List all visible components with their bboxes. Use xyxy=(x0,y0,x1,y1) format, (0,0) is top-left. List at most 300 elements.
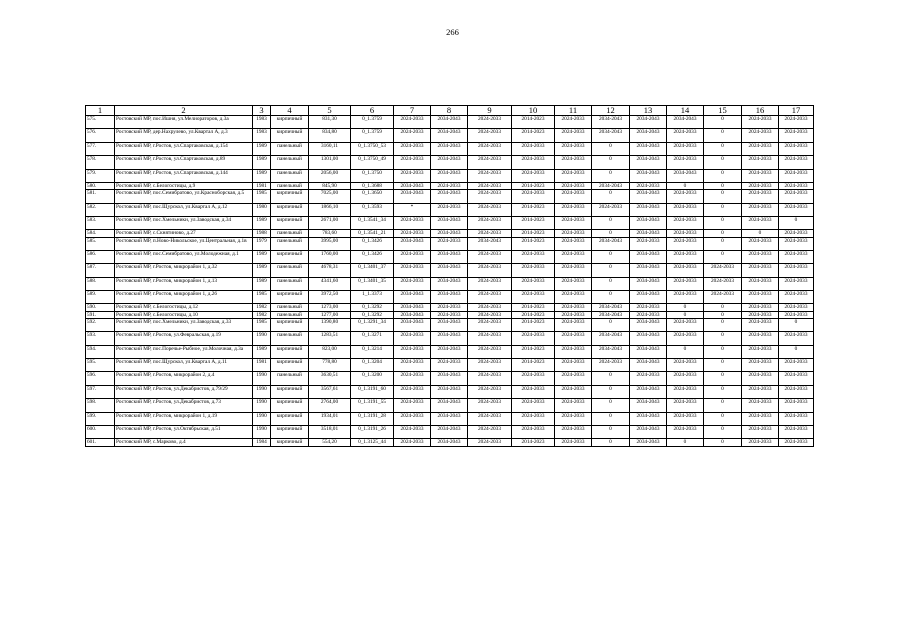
cell-period: 2024-2033 xyxy=(742,304,779,311)
cell-period: 2024-2033 xyxy=(468,203,512,216)
cell-period: 2034-2043 xyxy=(592,116,630,129)
cell-period: 2024-2033 xyxy=(512,412,555,425)
cell-y: 1982 xyxy=(253,304,271,311)
cell-period: 2034-2043 xyxy=(431,332,468,345)
cell-period: 2024-2033 xyxy=(512,399,555,412)
cell-c: 0_1.3541_21 xyxy=(351,230,394,237)
cell-period: 2024-2033 xyxy=(667,190,704,203)
cell-period: 2034-2043 xyxy=(630,190,667,203)
cell-period: 0 xyxy=(704,230,742,237)
cell-a: Ростовский МР, г.Ростов, микрорайон 1, д.32 xyxy=(115,264,253,277)
cell-c: 0_1.3292 xyxy=(351,311,394,318)
cell-period: 0 xyxy=(592,399,630,412)
cell-a: Ростовский МР, г.Ростов, микрорайон 1, д.19 xyxy=(115,412,253,425)
cell-s: 1283,51 xyxy=(309,332,351,345)
cell-period: 2024-2033 xyxy=(742,332,779,345)
cell-period: 2034-2043 xyxy=(431,426,468,439)
cell-period: 0 xyxy=(704,359,742,372)
cell-period: 2034-2043 xyxy=(630,345,667,358)
cell-y: 1990 xyxy=(253,332,271,345)
cell-m: кирпичный xyxy=(271,359,309,372)
cell-period: 2034-2043 xyxy=(431,264,468,277)
table-row xyxy=(86,250,814,263)
cell-n: 577. xyxy=(86,142,115,155)
cell-period: 2014-2023 xyxy=(512,318,555,331)
cell-period: 2024-2033 xyxy=(468,359,512,372)
cell-m: панельный xyxy=(271,142,309,155)
cell-period: 0 xyxy=(667,182,704,189)
cell-s: 2764,00 xyxy=(309,399,351,412)
cell-y: 1979 xyxy=(253,237,271,250)
cell-period: 2034-2043 xyxy=(630,169,667,182)
cell-period: 0 xyxy=(592,264,630,277)
cell-period: 2024-2033 xyxy=(742,412,779,425)
cell-period: 2024-2033 xyxy=(394,277,431,290)
cell-period: 2024-2033 xyxy=(779,332,814,345)
cell-period: 2024-2033 xyxy=(667,399,704,412)
cell-period: 2024-2033 xyxy=(779,250,814,263)
cell-period: 2024-2033 xyxy=(742,142,779,155)
cell-period: 2024-2033 xyxy=(512,291,555,304)
cell-y: 1985 xyxy=(253,190,271,203)
cell-period: 2014-2023 xyxy=(512,216,555,229)
cell-period: 2034-2043 xyxy=(630,129,667,142)
cell-y: 1989 xyxy=(253,250,271,263)
cell-a: Ростовский МР, дер.Нахрулево, ул.Квартал А, д.3 xyxy=(115,129,253,142)
cell-period: 2024-2033 xyxy=(468,190,512,203)
cell-n: 576. xyxy=(86,129,115,142)
cell-period: 2024-2033 xyxy=(742,116,779,129)
cell-period: 2024-2033 xyxy=(394,345,431,358)
cell-period: 2034-2043 xyxy=(630,250,667,263)
cell-period: 2024-2033 xyxy=(742,385,779,398)
cell-period: 2024-2033 xyxy=(468,291,512,304)
cell-period: 2024-2033 xyxy=(742,264,779,277)
cell-y: 1989 xyxy=(253,277,271,290)
cell-y: 1981 xyxy=(253,359,271,372)
cell-period: 2024-2033 xyxy=(394,412,431,425)
cell-n: 585. xyxy=(86,237,115,250)
cell-period: 2024-2033 xyxy=(555,291,592,304)
cell-period: 2024-2033 xyxy=(468,230,512,237)
cell-period: 2024-2033 xyxy=(779,277,814,290)
cell-n: 580. xyxy=(86,182,115,189)
cell-period: 2024-2033 xyxy=(779,230,814,237)
cell-period: 2024-2033 xyxy=(592,203,630,216)
cell-c: 0_1.3401_35 xyxy=(351,277,394,290)
cell-period: 2034-2043 xyxy=(630,116,667,129)
cell-period: 2024-2033 xyxy=(512,190,555,203)
cell-period: 2034-2043 xyxy=(431,277,468,290)
column-header: 10 xyxy=(512,106,555,116)
cell-period: 2034-2043 xyxy=(630,332,667,345)
cell-period: 2034-2043 xyxy=(592,332,630,345)
cell-a: Ростовский МР, г.Ростов, микрорайон 1, д.26 xyxy=(115,291,253,304)
cell-period: 2024-2033 xyxy=(704,291,742,304)
cell-period: 2024-2033 xyxy=(742,359,779,372)
cell-y: 1981 xyxy=(253,182,271,189)
cell-period: 2024-2033 xyxy=(779,304,814,311)
cell-period: 2024-2033 xyxy=(742,311,779,318)
cell-c: 0_1.3759 xyxy=(351,116,394,129)
cell-period: 2024-2033 xyxy=(431,311,468,318)
cell-period: 2014-2023 xyxy=(512,237,555,250)
table-row xyxy=(86,304,814,311)
cell-period: 0 xyxy=(592,291,630,304)
cell-period: 2034-2043 xyxy=(394,190,431,203)
cell-period: 2024-2033 xyxy=(704,264,742,277)
cell-period: 2024-2033 xyxy=(394,250,431,263)
cell-period: 2024-2033 xyxy=(667,332,704,345)
cell-period: 2024-2033 xyxy=(779,311,814,318)
cell-a: Ростовский МР, пос.Щурскол, ул.Квартал А, д.12 xyxy=(115,203,253,216)
cell-period: 2024-2033 xyxy=(555,230,592,237)
cell-period: 2034-2043 xyxy=(431,439,468,446)
cell-m: кирпичный xyxy=(271,190,309,203)
cell-m: кирпичный xyxy=(271,203,309,216)
cell-n: 598. xyxy=(86,399,115,412)
cell-period: 2024-2033 xyxy=(512,156,555,169)
housing-register-table xyxy=(85,105,814,447)
cell-period: 2024-2033 xyxy=(779,156,814,169)
cell-period: 2024-2033 xyxy=(555,169,592,182)
cell-period: 2024-2033 xyxy=(394,439,431,446)
cell-period: 2024-2033 xyxy=(742,156,779,169)
column-header: 8 xyxy=(431,106,468,116)
table-row xyxy=(86,412,814,425)
cell-period: 0 xyxy=(704,237,742,250)
cell-period: 2034-2043 xyxy=(431,190,468,203)
cell-period: 2024-2033 xyxy=(394,264,431,277)
table-row xyxy=(86,399,814,412)
table-row xyxy=(86,426,814,439)
cell-y: 1982 xyxy=(253,311,271,318)
table-row xyxy=(86,332,814,345)
cell-s: 3972,50 xyxy=(309,291,351,304)
cell-period: 2024-2033 xyxy=(555,332,592,345)
cell-period: 2014-2023 xyxy=(512,359,555,372)
cell-period: 2034-2043 xyxy=(431,412,468,425)
table-row xyxy=(86,277,814,290)
cell-period: 0 xyxy=(592,230,630,237)
cell-period: 0 xyxy=(704,311,742,318)
cell-n: 581. xyxy=(86,190,115,203)
cell-period: 2014-2023 xyxy=(512,304,555,311)
cell-period: 2024-2033 xyxy=(394,129,431,142)
cell-period: 2024-2033 xyxy=(468,216,512,229)
cell-n: 596. xyxy=(86,372,115,385)
table-row xyxy=(86,359,814,372)
cell-period: 2024-2033 xyxy=(667,372,704,385)
cell-c: 0_1.3214 xyxy=(351,345,394,358)
cell-period: 2024-2033 xyxy=(779,359,814,372)
cell-period: 0 xyxy=(592,216,630,229)
cell-period: 2034-2043 xyxy=(431,291,468,304)
cell-period: 2024-2033 xyxy=(468,129,512,142)
cell-period: 2024-2033 xyxy=(667,426,704,439)
cell-period: 2034-2043 xyxy=(431,142,468,155)
cell-period: 0 xyxy=(704,345,742,358)
cell-c: 0_1.3191_60 xyxy=(351,385,394,398)
cell-period: 2034-2043 xyxy=(431,250,468,263)
cell-period: 2024-2033 xyxy=(512,250,555,263)
cell-y: 1985 xyxy=(253,291,271,304)
cell-period: 2024-2033 xyxy=(742,203,779,216)
cell-period: 2024-2033 xyxy=(431,304,468,311)
cell-period: 2034-2043 xyxy=(592,345,630,358)
cell-s: 1277,00 xyxy=(309,311,351,318)
cell-y: 1983 xyxy=(253,116,271,129)
cell-s: 1760,00 xyxy=(309,250,351,263)
cell-m: кирпичный xyxy=(271,385,309,398)
cell-period: 2024-2033 xyxy=(779,116,814,129)
cell-period: 2024-2033 xyxy=(512,277,555,290)
table-row xyxy=(86,311,814,318)
cell-a: Ростовский МР, с.Белогостицы, д.12 xyxy=(115,304,253,311)
cell-m: панельный xyxy=(271,372,309,385)
cell-period: 2024-2033 xyxy=(742,182,779,189)
cell-period: 2024-2033 xyxy=(667,142,704,155)
page-number: 266 xyxy=(446,27,459,37)
cell-period: 2024-2033 xyxy=(394,332,431,345)
cell-period: 2014-2023 xyxy=(512,203,555,216)
cell-period: 2034-2043 xyxy=(630,399,667,412)
cell-n: 579. xyxy=(86,169,115,182)
cell-n: 590. xyxy=(86,304,115,311)
cell-c: 0_1.3688 xyxy=(351,182,394,189)
cell-c: 0_1.3541_34 xyxy=(351,216,394,229)
cell-period: 2024-2033 xyxy=(468,426,512,439)
cell-period: 2024-2033 xyxy=(742,399,779,412)
cell-s: 778,80 xyxy=(309,359,351,372)
cell-y: 1990 xyxy=(253,372,271,385)
cell-n: 599. xyxy=(86,412,115,425)
cell-y: 1990 xyxy=(253,412,271,425)
cell-s: 3567,61 xyxy=(309,385,351,398)
cell-period: 0 xyxy=(704,439,742,446)
cell-period: 2024-2033 xyxy=(555,237,592,250)
cell-period: 2024-2033 xyxy=(742,439,779,446)
cell-m: кирпичный xyxy=(271,250,309,263)
cell-period: 2034-2043 xyxy=(431,230,468,237)
cell-s: 1390,80 xyxy=(309,318,351,331)
column-header: 12 xyxy=(592,106,630,116)
table-row xyxy=(86,142,814,155)
cell-s: 3995,00 xyxy=(309,237,351,250)
cell-m: панельный xyxy=(271,156,309,169)
cell-c: 0_1.3401_37 xyxy=(351,264,394,277)
cell-period: 2024-2033 xyxy=(555,277,592,290)
cell-period: 2024-2033 xyxy=(742,129,779,142)
cell-period: 2024-2033 xyxy=(394,372,431,385)
cell-y: 1985 xyxy=(253,318,271,331)
cell-c: 0_1.3125_44 xyxy=(351,439,394,446)
cell-period: 2024-2033 xyxy=(667,385,704,398)
cell-s: 3160,11 xyxy=(309,142,351,155)
cell-period: * xyxy=(394,203,431,216)
cell-period: 2024-2033 xyxy=(394,156,431,169)
cell-period: 2024-2033 xyxy=(555,359,592,372)
cell-n: 586. xyxy=(86,250,115,263)
cell-period: 2024-2033 xyxy=(555,203,592,216)
cell-period: 2024-2033 xyxy=(667,216,704,229)
cell-a: Ростовский МР, с.Скнятиново, д.27 xyxy=(115,230,253,237)
column-header: 1 xyxy=(86,106,115,116)
table-row xyxy=(86,129,814,142)
cell-a: Ростовский МР, пос.Ишня, ул.Мелиораторов, д.3а xyxy=(115,116,253,129)
cell-period: 2024-2033 xyxy=(779,426,814,439)
cell-period: 0 xyxy=(704,318,742,331)
cell-period: 2034-2043 xyxy=(630,156,667,169)
cell-c: 0_1.3750_53 xyxy=(351,142,394,155)
cell-m: кирпичный xyxy=(271,116,309,129)
cell-c: 0_1.3204 xyxy=(351,359,394,372)
cell-period: 2024-2033 xyxy=(667,291,704,304)
cell-period: 2024-2033 xyxy=(667,264,704,277)
cell-a: Ростовский МР, п.Ново-Никольское, ул.Центральная, д.1в xyxy=(115,237,253,250)
cell-period: 2024-2033 xyxy=(667,237,704,250)
cell-period: 2024-2033 xyxy=(779,412,814,425)
cell-period: 2024-2033 xyxy=(555,116,592,129)
cell-n: 601. xyxy=(86,439,115,446)
cell-period: 2034-2043 xyxy=(592,237,630,250)
cell-period: 2024-2033 xyxy=(468,169,512,182)
cell-period: 2014-2023 xyxy=(512,129,555,142)
cell-s: 3630,51 xyxy=(309,372,351,385)
cell-period: 2024-2033 xyxy=(667,203,704,216)
cell-c: 0_1.3191_28 xyxy=(351,412,394,425)
cell-m: кирпичный xyxy=(271,291,309,304)
cell-period: 2024-2033 xyxy=(555,129,592,142)
column-header: 11 xyxy=(555,106,592,116)
cell-period: 2024-2033 xyxy=(742,372,779,385)
cell-period: 0 xyxy=(592,412,630,425)
cell-period: 2024-2033 xyxy=(742,190,779,203)
cell-period: 2024-2033 xyxy=(592,359,630,372)
cell-s: 823,00 xyxy=(309,345,351,358)
cell-period: 2034-2043 xyxy=(468,237,512,250)
cell-m: панельный xyxy=(271,277,309,290)
cell-period: 2034-2043 xyxy=(394,291,431,304)
cell-period: 2034-2043 xyxy=(630,277,667,290)
cell-period: 0 xyxy=(592,372,630,385)
cell-period: 2024-2033 xyxy=(667,359,704,372)
cell-period: 2024-2033 xyxy=(704,277,742,290)
cell-period: 2014-2023 xyxy=(512,116,555,129)
cell-period: 2024-2033 xyxy=(555,412,592,425)
cell-period: 2024-2033 xyxy=(394,399,431,412)
cell-period: 2034-2043 xyxy=(630,291,667,304)
cell-period: 2034-2043 xyxy=(630,439,667,446)
cell-period: 2024-2033 xyxy=(431,237,468,250)
column-header: 4 xyxy=(271,106,309,116)
cell-period: 2024-2033 xyxy=(779,142,814,155)
cell-period: 2024-2033 xyxy=(555,385,592,398)
cell-period: 2034-2043 xyxy=(394,318,431,331)
cell-s: 554,20 xyxy=(309,439,351,446)
cell-period: 2024-2033 xyxy=(779,169,814,182)
cell-period: 2024-2033 xyxy=(555,439,592,446)
cell-period: 2024-2033 xyxy=(394,426,431,439)
cell-period: 2024-2033 xyxy=(667,129,704,142)
cell-a: Ростовский МР, г.Ростов, ул.Спартаковская, д.89 xyxy=(115,156,253,169)
cell-c: 0_1.3200 xyxy=(351,372,394,385)
table-row xyxy=(86,439,814,446)
cell-n: 593. xyxy=(86,332,115,345)
cell-period: 0 xyxy=(592,169,630,182)
cell-period: 2024-2033 xyxy=(468,142,512,155)
cell-n: 578. xyxy=(86,156,115,169)
cell-period: 2024-2033 xyxy=(468,156,512,169)
cell-period: 2014-2023 xyxy=(512,182,555,189)
cell-period: 0 xyxy=(704,412,742,425)
cell-m: панельный xyxy=(271,237,309,250)
cell-period: 2034-2043 xyxy=(431,116,468,129)
cell-period: 2024-2033 xyxy=(468,345,512,358)
cell-m: кирпичный xyxy=(271,399,309,412)
cell-s: 7025,00 xyxy=(309,190,351,203)
cell-period: 2034-2043 xyxy=(667,169,704,182)
cell-period: 2034-2043 xyxy=(630,359,667,372)
cell-n: 591. xyxy=(86,311,115,318)
cell-period: 2024-2033 xyxy=(779,439,814,446)
table-row xyxy=(86,372,814,385)
cell-period: 2024-2033 xyxy=(555,182,592,189)
cell-period: 2034-2043 xyxy=(431,318,468,331)
cell-period: 0 xyxy=(779,345,814,358)
cell-period: 2024-2033 xyxy=(394,116,431,129)
cell-period: 2024-2033 xyxy=(394,142,431,155)
cell-period: 2024-2033 xyxy=(512,372,555,385)
cell-period: 2024-2033 xyxy=(555,399,592,412)
cell-n: 588. xyxy=(86,277,115,290)
cell-period: 2034-2043 xyxy=(667,116,704,129)
cell-period: 2024-2033 xyxy=(667,412,704,425)
cell-period: 2024-2033 xyxy=(468,318,512,331)
cell-c: 0_1.3426 xyxy=(351,237,394,250)
cell-c: 0_1.3759 xyxy=(351,129,394,142)
cell-period: 2024-2033 xyxy=(555,372,592,385)
cell-m: панельный xyxy=(271,304,309,311)
cell-s: 1866,10 xyxy=(309,203,351,216)
cell-period: 2034-2043 xyxy=(630,426,667,439)
table-row xyxy=(86,230,814,237)
cell-s: 831,30 xyxy=(309,116,351,129)
cell-period: 0 xyxy=(704,182,742,189)
cell-period: 0 xyxy=(704,116,742,129)
cell-period: 2024-2033 xyxy=(779,203,814,216)
cell-period: 2024-2033 xyxy=(779,182,814,189)
cell-period: 0 xyxy=(592,318,630,331)
column-header: 17 xyxy=(779,106,814,116)
cell-n: 594. xyxy=(86,345,115,358)
cell-period: 2024-2033 xyxy=(468,372,512,385)
cell-m: кирпичный xyxy=(271,318,309,331)
cell-c: 0_1.3291_34 xyxy=(351,318,394,331)
cell-a: Ростовский МР, пос.Щурскол, ул.Квартал А, д.11 xyxy=(115,359,253,372)
cell-period: 2024-2033 xyxy=(630,372,667,385)
cell-period: 2024-2033 xyxy=(555,156,592,169)
cell-m: кирпичный xyxy=(271,216,309,229)
cell-y: 1988 xyxy=(253,230,271,237)
cell-period: 2024-2033 xyxy=(742,345,779,358)
cell-period: 2024-2033 xyxy=(468,311,512,318)
cell-y: 1989 xyxy=(253,156,271,169)
cell-s: 4678,31 xyxy=(309,264,351,277)
cell-period: 0 xyxy=(592,385,630,398)
cell-period: 2024-2033 xyxy=(742,291,779,304)
cell-period: 2024-2033 xyxy=(512,426,555,439)
